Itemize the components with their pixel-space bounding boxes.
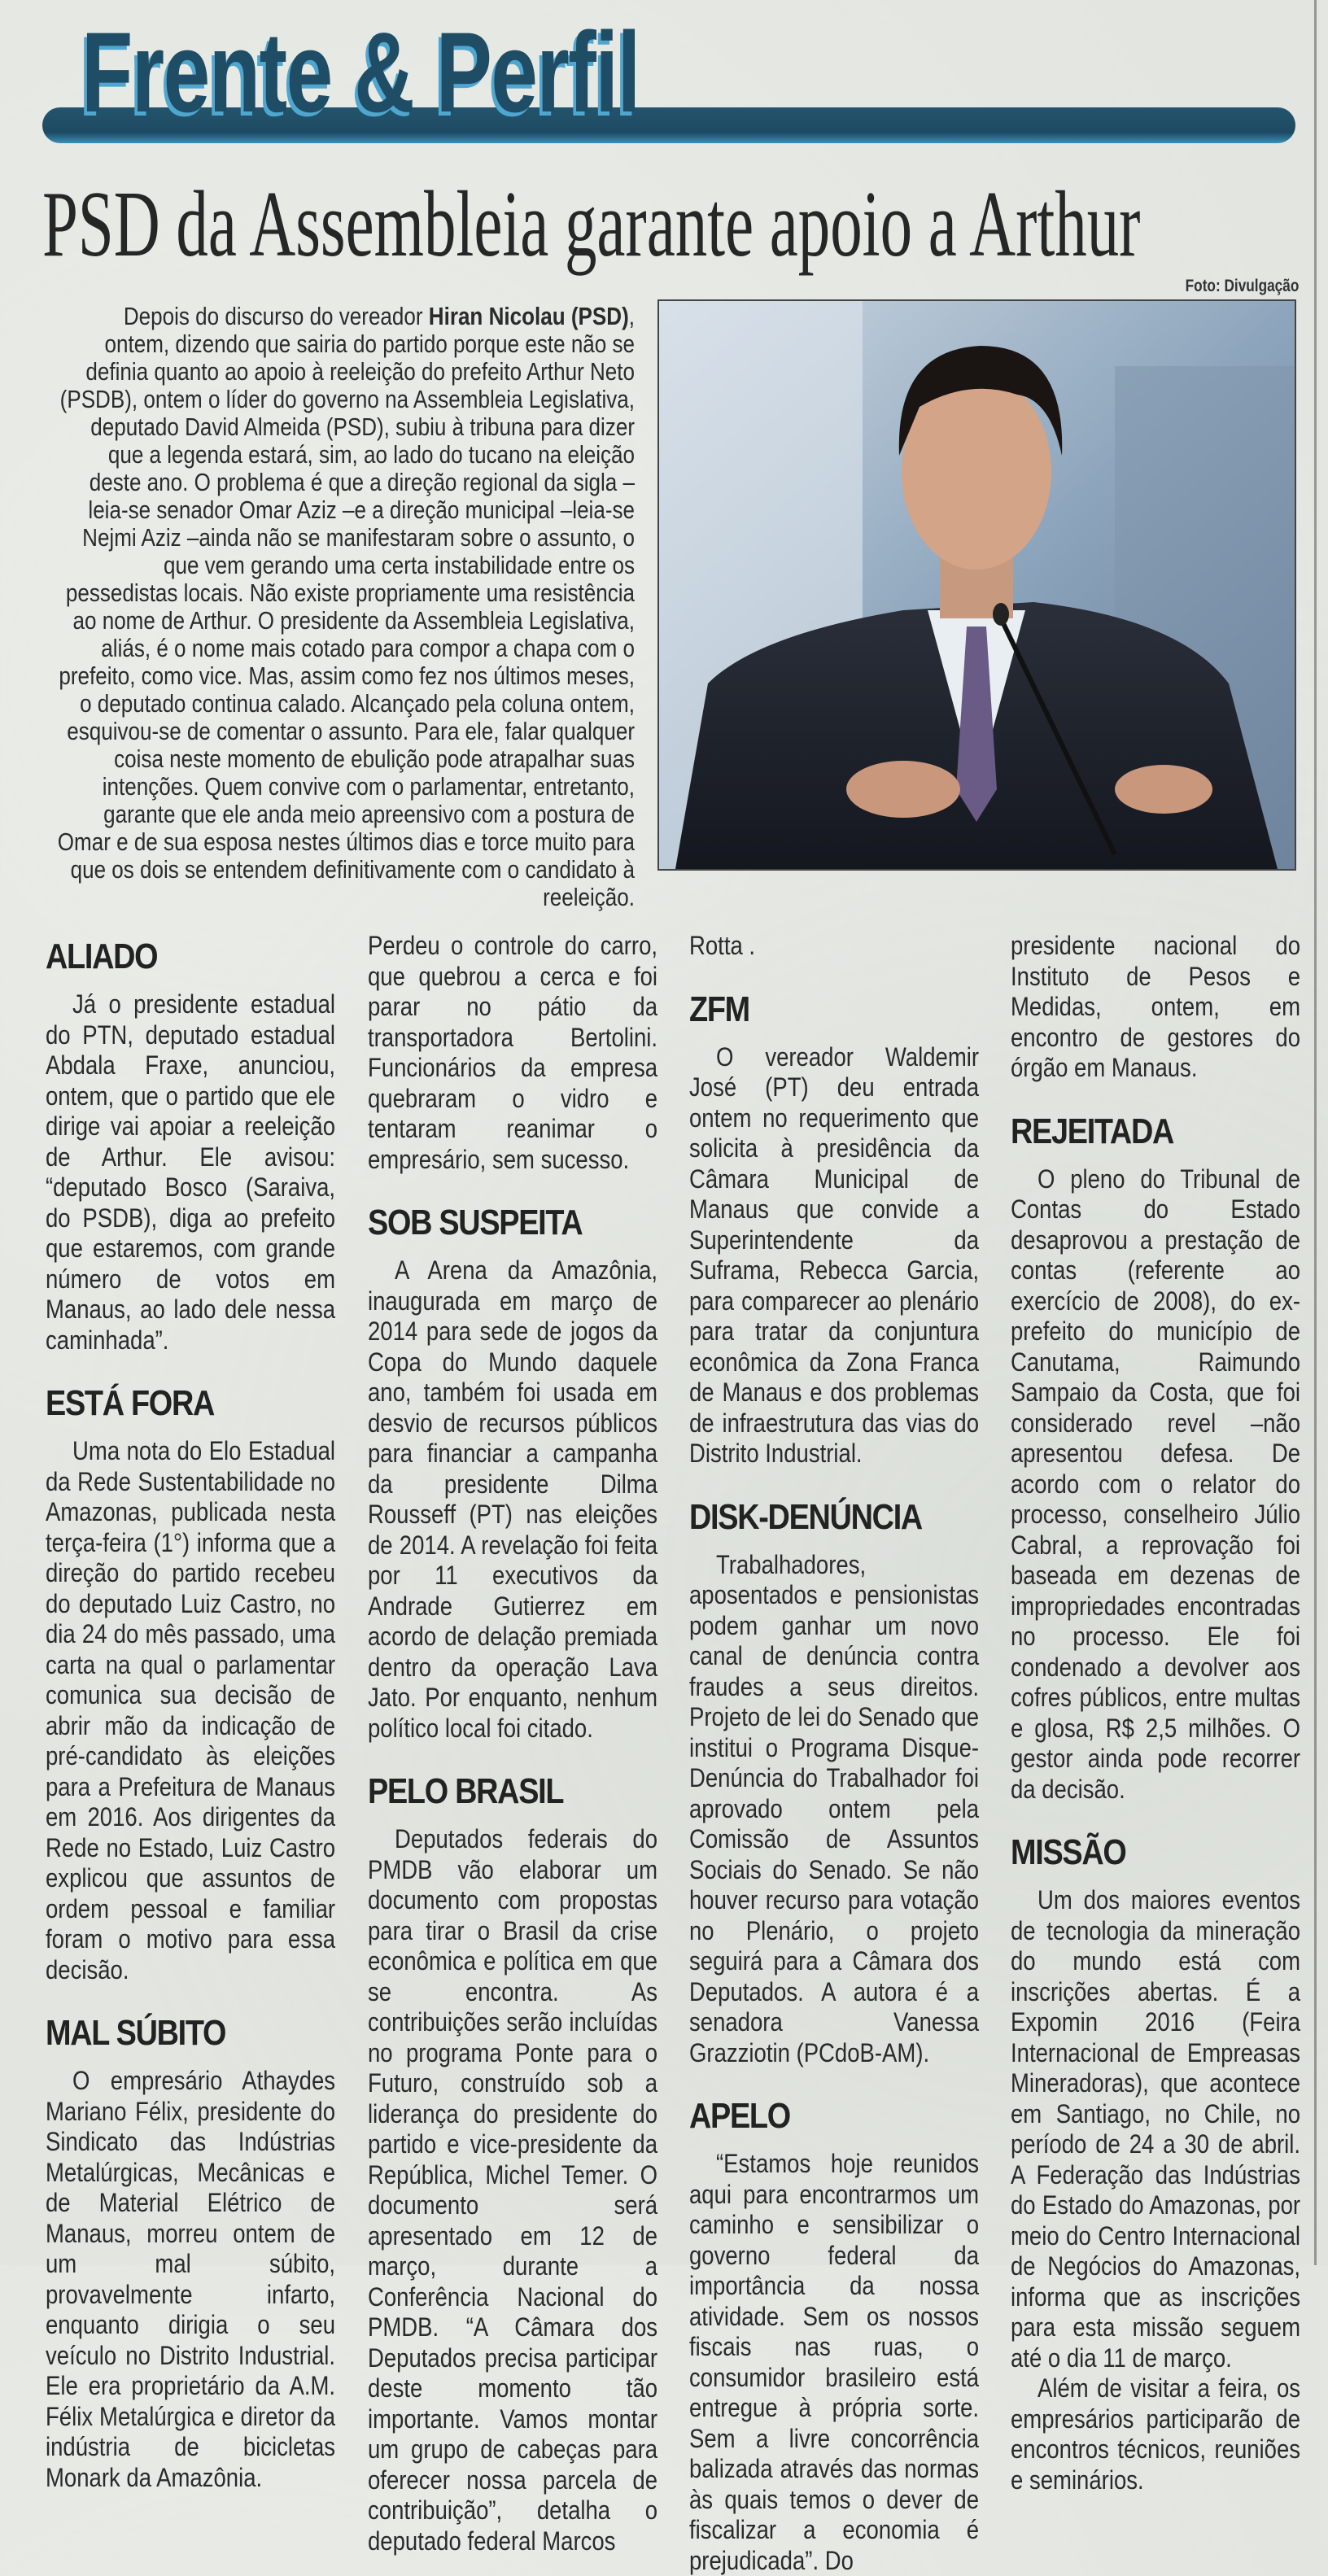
section-text-missao: Um dos maiores eventos de tecnologia da mineração do mundo está com inscrições abertas. É a Expomin 2016 (Feira Internacional de Empreasas Mineradoras), que acontece em Santiago, no Chile, no período de 24 a 30 de abril. A Federação das Indústrias do Estado do Amazonas, por meio do Centro Internacional de Negócios do Amazonas, informa que as inscrições para esta missão seguem até o dia 11 de março. bbox=[1011, 1885, 1301, 2373]
column-3 bbox=[689, 931, 981, 2576]
page-edge bbox=[1314, 0, 1317, 2265]
section-text-zfm: O vereador Waldemir José (PT) deu entrada ontem no requerimento que solicita à presidência da Câmara Municipal de Manaus que convide a Superintendente da Suframa, Rebecca Garcia, para comparecer ao plenário para tratar da conjuntura econômica da Zona Franca de Manaus e dos problemas de infraestrutura das vias do Distrito Industrial. bbox=[689, 1041, 980, 1468]
continued-text: Perdeu o controle do carro, que quebrou a cerca e foi parar no pátio da transportadora Bertolini. Funcionários da empresa quebraram o vidro e tentaram reanimar o empresário, sem sucesso. bbox=[368, 931, 658, 1174]
column-2 bbox=[368, 931, 659, 2556]
lead-article bbox=[0, 303, 635, 921]
section-title: Frente & Perfil bbox=[81, 8, 640, 136]
photo-credit: Foto: Divulgação bbox=[1185, 277, 1299, 295]
section-heading-missao: MISSÃO bbox=[1011, 1832, 1126, 1872]
section-heading-rejeitada: REJEITADA bbox=[1011, 1111, 1174, 1151]
lead-text-start: Depois do discurso do vereador bbox=[123, 302, 429, 330]
section-heading-apelo: APELO bbox=[689, 2096, 790, 2136]
section-text-aliado: Já o presidente estadual do PTN, deputado estadual Abdala Fraxe, anunciou, ontem, que o partido que ele dirige vai apoiar a reeleição de Arthur. Ele avisou: “deputado Bosco (Saraiva, do PSDB), diga ao prefeito que estaremos, com grande número de votos em Manaus, ao lado dele nessa caminhada”. bbox=[46, 989, 336, 1355]
continued-text: Rotta . bbox=[689, 931, 756, 960]
column-4 bbox=[1011, 931, 1302, 2495]
section-text-sob-suspeita: A Arena da Amazônia, inaugurada em março de 2014 para sede de jogos da Copa do Mundo daquele ano, também foi usada em desvio de recursos públicos para financiar a campanha da presidente Dilma Rousseff (PT) nas eleições de 2014. A revelação foi feita por 11 executivos da Andrade Gutierrez em acordo de delação premiada dentro da operação Lava Jato. Por enquanto, nenhum político local foi citado. bbox=[368, 1255, 658, 1743]
section-heading-mal-subito: MAL SÚBITO bbox=[46, 2013, 226, 2053]
continued-text: presidente nacional do Instituto de Pesos e Medidas, ontem, em encontro de gestores do órgão em Manaus. bbox=[1011, 931, 1301, 1082]
section-text-pelo-brasil: Deputados federais do PMDB vão elaborar um documento com propostas para tirar o Brasil da crise econômica e política em que se encontra. As contribuições serão incluídas no programa Ponte para o Futuro, construído sob a liderança do presidente do partido e vice-presidente da República, Michel Temer. O documento será apresentado em 12 de março, durante a Conferência Nacional do PMDB. “A Câmara dos Deputados precisa participar deste momento tão importante. Vamos montar um grupo de cabeças para oferecer nossa parcela de contribuição”, detalha o deputado federal Marcos bbox=[368, 1824, 658, 2556]
section-heading-aliado: ALIADO bbox=[46, 937, 158, 976]
section-heading-pelo-brasil: PELO BRASIL bbox=[368, 1771, 564, 1811]
headline-area bbox=[42, 174, 1165, 280]
section-text-missao-2: Além de visitar a feira, os empresários participarão de encontros técnicos, reuniões e seminários. bbox=[1011, 2373, 1301, 2495]
article-headline: PSD da Assembleia garante apoio a Arthur bbox=[42, 172, 1141, 277]
article-photo bbox=[657, 299, 1296, 871]
section-text-rejeitada: O pleno do Tribunal de Contas do Estado desaprovou a prestação de contas (referente ao exercício de 2008), do ex-prefeito do município de Canutama, Raimundo Sampaio da Costa, que foi considerado revel –não apresentou defesa. De acordo com o relator do processo, conselheiro Júlio Cabral, a reprovação foi baseada em dezenas de impropriedades encontradas no processo. Ele foi condenado a devolver aos cofres públicos, entre multas e glosa, R$ 2,5 milhões. O gestor ainda pode recorrer da decisão. bbox=[1011, 1164, 1301, 1804]
section-heading-disk-denuncia: DISK-DENÚNCIA bbox=[689, 1496, 922, 1537]
section-heading-sob-suspeita: SOB SUSPEITA bbox=[368, 1203, 583, 1242]
section-heading-esta-fora: ESTÁ FORA bbox=[46, 1383, 215, 1423]
lead-text-rest: , ontem, dizendo que sairia do partido porque este não se definia quanto ao apoio à reeleição do prefeito Arthur Neto (PSDB), ontem o líder do governo na Assembleia Legislativa, deputado David Almeida (PSD), subiu à tribuna para dizer que a legenda estará, sim, ao lado do tucano na eleição deste ano. O problema é que a direção regional da sigla – leia-se senador Omar Aziz –e a direção municipal –leia-se Nejmi Aziz –ainda não se manifestaram sobre o assunto, o que vem gerando uma certa instabilidade entre os pessedistas locais. Não existe propriamente uma resistência ao nome de Arthur. O presidente da Assembleia Legislativa, aliás, é o nome mais cotado para compor a chapa com o prefeito, como vice. Mas, assim como fez nos últimos meses, o deputado continua calado. Alcançado pela coluna ontem, esquivou-se de comentar o assunto. Para ele, falar qualquer coisa neste momento de ebulição pode atrapalhar suas intenções. Quem convive com o parlamentar, entretanto, garante que ele anda meio apreensivo com a postura de Omar e de sua esposa nestes últimos dias e torce muito para que os dois se entendem definitivamente com o candidato à reeleição. bbox=[57, 302, 636, 911]
section-text-mal-subito: O empresário Athaydes Mariano Félix, presidente do Sindicato das Indústrias Metalúrgicas, Mecânicas e de Material Elétrico de Manaus, morreu ontem de um mal súbito, provavelmente infarto, enquanto dirigia o seu veículo no Distrito Industrial. Ele era proprietário da A.M. Félix Metalúrgica e diretor da indústria de bicicletas Monark da Amazônia. bbox=[46, 2066, 336, 2492]
section-text-disk-denuncia: Trabalhadores, aposentados e pensionistas podem ganhar um novo canal de denúncia contra fraudes a seus direitos. Projeto de lei do Senado que institui o Programa Disque-Denúncia do Trabalhador foi aprovado ontem pela Comissão de Assuntos Sociais do Senado. Se não houver recurso para votação no Plenário, o projeto seguirá para a Câmara dos Deputados. A autora é a senadora Vanessa Grazziotin (PCdoB-AM). bbox=[689, 1549, 980, 2067]
lead-paragraph bbox=[57, 303, 635, 911]
column-1 bbox=[46, 931, 337, 2493]
section-heading-zfm: ZFM bbox=[689, 989, 749, 1029]
politician-speaking-image bbox=[659, 301, 1295, 869]
section-text-esta-fora: Uma nota do Elo Estadual da Rede Sustentabilidade no Amazonas, publicada nesta terça-feira (1°) informa que a direção do partido recebeu do deputado Luiz Castro, no dia 24 do mês passado, uma carta na qual o parlamentar comunica sua decisão de abrir mão da indicação de pré-candidato às eleições para a Prefeitura de Manaus em 2016. Aos dirigentes da Rede no Estado, Luiz Castro explicou que assuntos de ordem pessoal e familiar foram o motivo para essa decisão. bbox=[46, 1436, 336, 1984]
section-text-apelo: “Estamos hoje reunidos aqui para encontrarmos um caminho e sensibilizar o governo federal da importância da nossa atividade. Sem os nossos fiscais nas ruas, o consumidor brasileiro está entregue à própria sorte. Sem a livre concorrência balizada através das normas às quais temos o dever de fiscalizar a economia é prejudicada”. Do bbox=[689, 2149, 980, 2575]
lead-bold-name: Hiran Nicolau (PSD) bbox=[428, 302, 629, 330]
